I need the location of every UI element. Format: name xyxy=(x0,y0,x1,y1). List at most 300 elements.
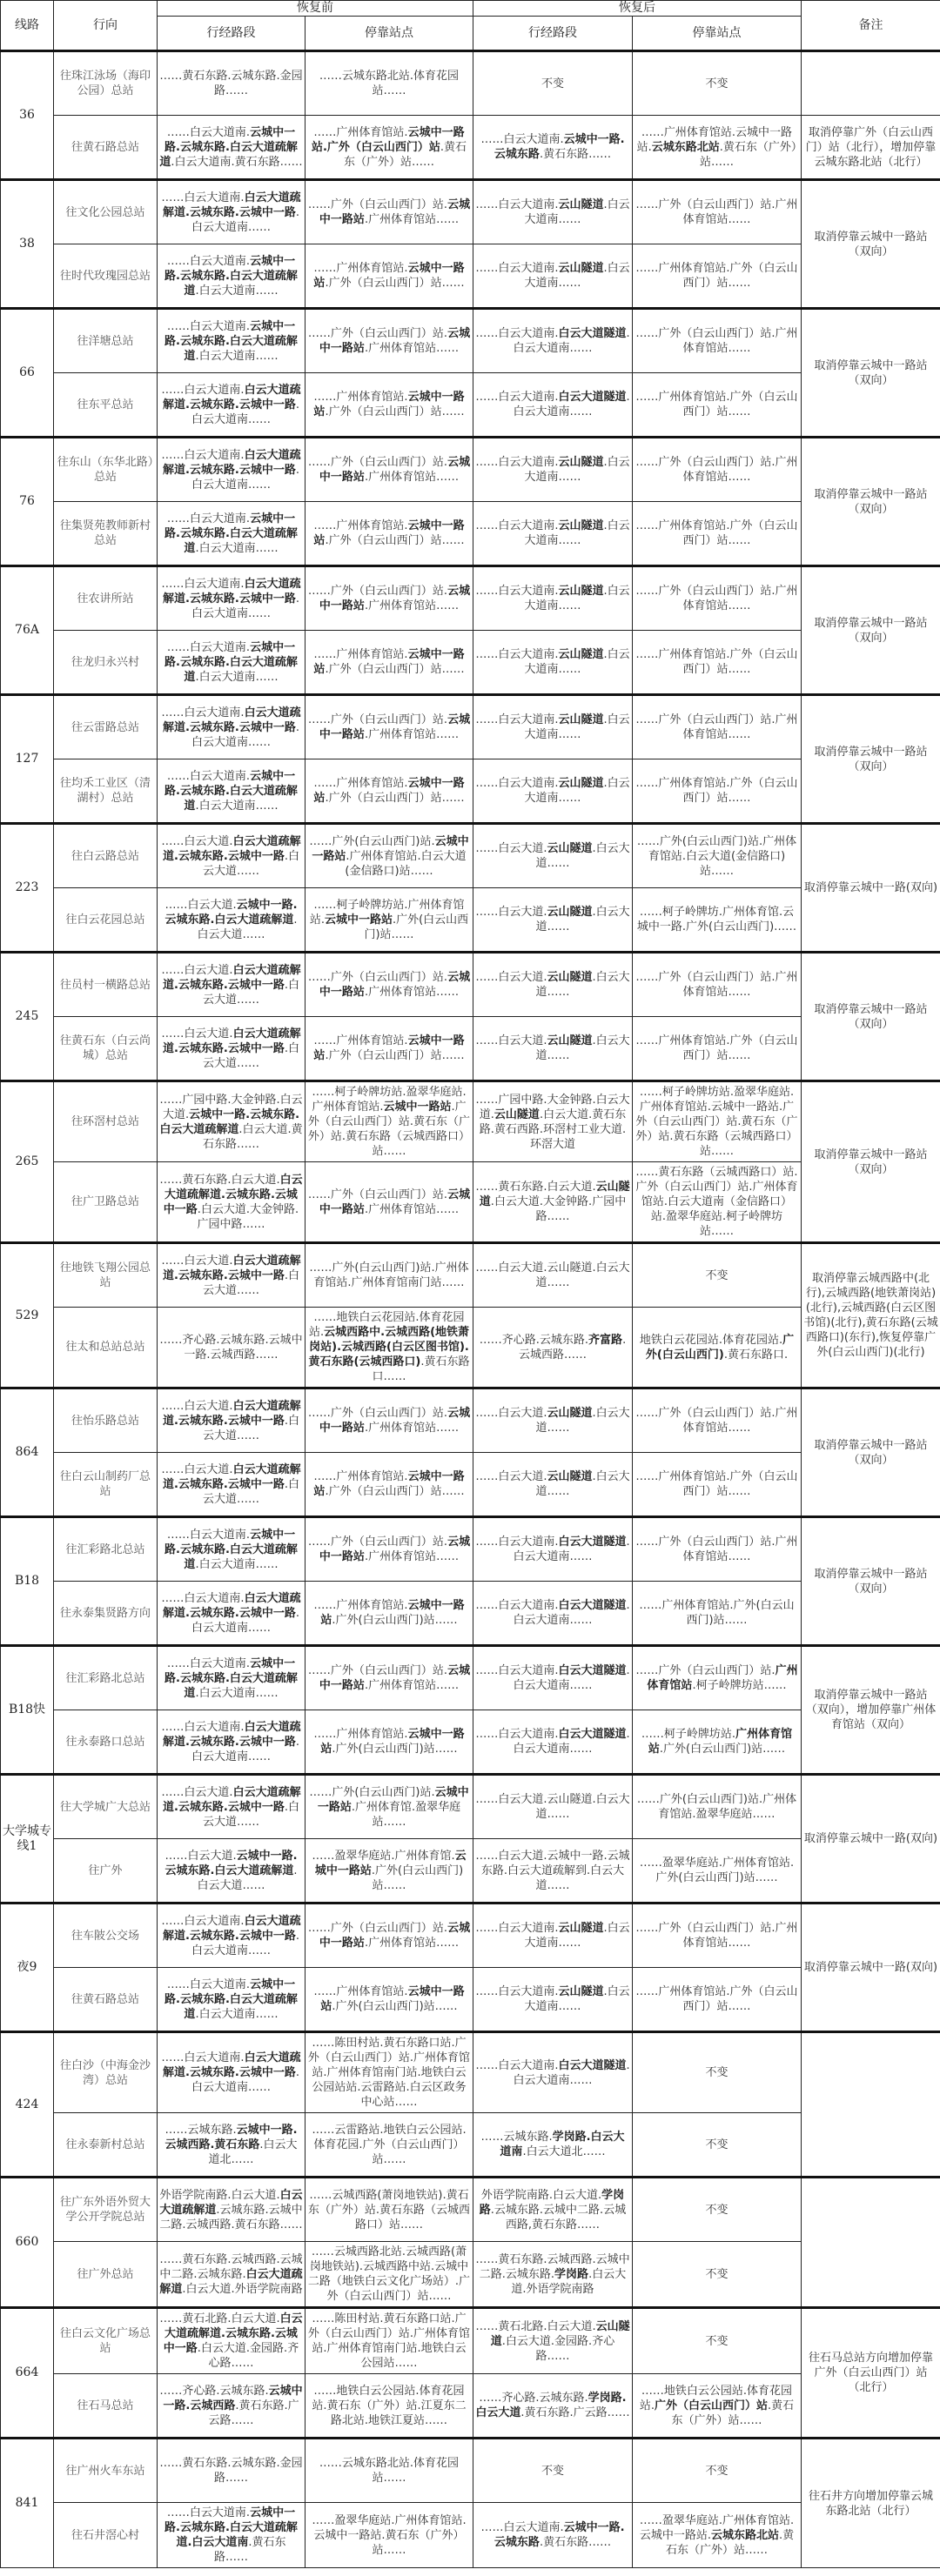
text-segment: ……白云大道南. xyxy=(161,577,245,591)
bold-segment: 云山隧道 xyxy=(558,1985,604,1998)
text-segment: .白云大道南…… xyxy=(195,349,279,363)
text-segment: .白云大道…… xyxy=(202,1041,300,1070)
bold-segment: 白云大道隧道 xyxy=(558,1664,627,1677)
route-number: 76 xyxy=(1,438,54,566)
text-segment: ……白云大道南. xyxy=(161,383,245,397)
before-path-cell xyxy=(158,631,306,695)
bold-segment: 云城中一路站 xyxy=(319,456,471,484)
remark-cell: 往石马总站方向增加停靠广外（白云山西门）站（北行） xyxy=(802,2308,940,2439)
bold-segment: 白云大道疏解道 xyxy=(159,2188,303,2217)
text-segment: ……广外(白云山西门)站. xyxy=(309,1785,435,1799)
text-segment: .广州体育馆站…… xyxy=(364,342,460,355)
bold-segment: 白云大道疏解道 xyxy=(159,2267,303,2296)
table-row xyxy=(1,1517,940,1582)
header-direction: 行向 xyxy=(54,1,158,51)
after-path-cell: 不变 xyxy=(473,2439,633,2503)
text-segment: .白云大道南…… xyxy=(191,1929,300,1957)
text-segment: ……白云大道南. xyxy=(475,2058,559,2072)
text-segment: ……白云大道南. xyxy=(475,456,559,469)
bold-segment: 白云大道疏解道.云城东路.云城中一路 xyxy=(162,1399,301,1428)
bold-segment: 学岗路 xyxy=(554,2267,589,2281)
bold-segment: 白云大道隧道 xyxy=(558,391,627,404)
direction-cell: 往龙归永兴村 xyxy=(54,631,158,695)
text-segment: .白云大道南…… xyxy=(191,2066,300,2094)
after-path-cell xyxy=(473,1308,633,1388)
text-segment: .黄石东路…… xyxy=(213,2536,286,2564)
before-path-cell xyxy=(158,1710,306,1775)
after-stops-cell: 不变 xyxy=(633,2113,802,2178)
before-stops-cell: ……云城东路北站.体育花园站…… xyxy=(306,51,473,116)
bold-segment: 云城中一路站 xyxy=(313,262,465,290)
text-segment: .广州体育馆站…… xyxy=(364,1422,460,1435)
text-segment: .白云大道南…… xyxy=(524,262,630,290)
text-segment: .白云大道南…… xyxy=(191,592,300,620)
header-after: 恢复后 xyxy=(473,1,802,17)
before-stops-cell xyxy=(306,502,473,566)
before-stops-cell xyxy=(306,180,473,244)
text-segment: .广外（白云山西门）站…… xyxy=(325,1049,465,1062)
text-segment: ……白云大道南. xyxy=(161,448,245,462)
bold-segment: 白云大道隧道 xyxy=(558,2058,627,2072)
before-path-cell xyxy=(158,373,306,438)
after-stops-cell: 不变 xyxy=(633,2032,802,2113)
text-segment: .云城东路.云城中二路.云城西路.黄石东路…… xyxy=(159,2203,303,2231)
bold-segment: 云城中一路站 xyxy=(320,1728,465,1756)
after-stops-cell: ……柯子岭牌坊站.盈翠华庭站.广州体育馆站.云城中一路站.广外（白云山西门）站.黄石东（广外）站.黄石东路（云城西路口）站…… xyxy=(633,1081,802,1162)
direction-cell: 往集贤苑教师新村总站 xyxy=(54,502,158,566)
bold-segment: 云城中一路站 xyxy=(313,1470,465,1498)
route-number: 127 xyxy=(1,695,54,824)
table-row xyxy=(1,2032,940,2113)
bold-segment: 白云大道疏解道.云城东路.云城中一路 xyxy=(162,2051,301,2079)
bold-segment: 云城中一路站 xyxy=(313,391,465,418)
after-stops-cell: ……广外（白云山西门）站.广州体育馆站…… xyxy=(633,180,802,244)
bold-segment: 广外（白云山西门）站 xyxy=(654,2399,768,2412)
text-segment: .白云大道南…… xyxy=(191,720,300,749)
text-segment: ……白云大道南. xyxy=(166,1528,251,1542)
text-segment: .白云大道南…… xyxy=(524,1922,630,1950)
header-before-stops: 停靠站点 xyxy=(306,17,473,51)
bold-segment: 云山隧道 xyxy=(558,777,604,790)
after-path-cell xyxy=(473,2308,633,2374)
after-path-cell xyxy=(473,2032,633,2113)
before-path-cell xyxy=(158,438,306,502)
bold-segment: 白云大道疏解道.云城东路.云城中一路 xyxy=(162,577,301,606)
before-stops-cell xyxy=(306,373,473,438)
text-segment: ……白云大道南. xyxy=(475,519,559,532)
after-stops-cell: 不变 xyxy=(633,2242,802,2308)
table-row xyxy=(1,2503,940,2568)
before-path-cell xyxy=(158,1646,306,1710)
table-row xyxy=(1,1710,940,1775)
after-stops-cell xyxy=(633,2374,802,2439)
after-path-cell xyxy=(473,2374,633,2439)
text-segment: ……白云大道南. xyxy=(480,133,564,146)
route-number: B18 xyxy=(1,1517,54,1646)
after-path-cell xyxy=(473,631,633,695)
text-segment: .广外（白云山西门）站…… xyxy=(325,277,465,290)
after-path-cell: ……白云大道.云城中一路.云城东路.白云大道疏解到.白云大道…… xyxy=(473,1839,633,1904)
bold-segment: 白云大道疏解道.云城东路.云城中一路 xyxy=(162,1591,301,1620)
direction-cell: 往环滘村总站 xyxy=(54,1081,158,1162)
bold-segment: 云城中一路站 xyxy=(324,913,393,927)
remark-cell xyxy=(802,2178,940,2308)
before-path-cell xyxy=(158,309,306,373)
after-path-cell xyxy=(473,1517,633,1582)
text-segment: ……广外（白云山西门）站. xyxy=(307,1536,448,1549)
route-number: 76A xyxy=(1,566,54,695)
bold-segment: 云山隧道 xyxy=(490,2319,630,2348)
before-stops-cell xyxy=(306,824,473,888)
header-before: 恢复前 xyxy=(158,1,473,17)
route-number: 529 xyxy=(1,1243,54,1388)
before-stops-cell: ……广外(白云山西门)站.广州体育馆站.广州体育馆南门站…… xyxy=(306,1243,473,1308)
bold-segment: 云山隧道 xyxy=(558,585,604,598)
table-row xyxy=(1,1453,940,1517)
route-number: 245 xyxy=(1,953,54,1081)
text-segment: .白云大道南…… xyxy=(524,519,630,547)
text-segment: ……白云大道南. xyxy=(475,327,559,340)
remark-cell: 取消停靠云城中一路站（双向） xyxy=(802,309,940,438)
after-path-cell xyxy=(473,953,633,1017)
table-body xyxy=(1,51,940,2568)
bold-segment: 云城中一路.云城东路.白云大道疏解道 xyxy=(164,319,298,363)
after-path-cell xyxy=(473,695,633,759)
bold-segment: 云山隧道 xyxy=(558,713,604,726)
before-path-cell: ……齐心路.云城东路.云城中一路.云城西路…… xyxy=(158,1308,306,1388)
text-segment: ……广州体育馆站. xyxy=(313,1728,408,1741)
route-number: 66 xyxy=(1,309,54,438)
after-stops-cell: ……广州体育馆站.广外（白云山西门）站…… xyxy=(633,1968,802,2032)
before-stops-cell xyxy=(306,244,473,309)
text-segment: .白云大道…… xyxy=(535,842,630,870)
text-segment: ……白云大道南. xyxy=(161,706,245,719)
text-segment: .广州体育馆站…… xyxy=(364,471,460,484)
bold-segment: 白云大道疏解道.云城东路.云城中一路 xyxy=(162,1462,301,1491)
text-segment: ……白云大道南. xyxy=(475,713,559,726)
bold-segment: 云城中一路.云城东路.白云大道疏解道 xyxy=(164,512,298,555)
direction-cell: 往白云山制药厂总站 xyxy=(54,1453,158,1517)
direction-cell: 往时代玫瑰园总站 xyxy=(54,244,158,309)
text-segment: .白云大道南…… xyxy=(513,1599,630,1627)
text-segment: .白云大道南…… xyxy=(191,463,300,492)
text-segment: ……白云大道南. xyxy=(475,391,559,404)
text-segment: 地铁白云花园站.体育花园站. xyxy=(639,1333,783,1347)
after-stops-cell xyxy=(633,1710,802,1775)
before-path-cell xyxy=(158,180,306,244)
before-stops-cell xyxy=(306,888,473,953)
table-row xyxy=(1,695,940,759)
after-stops-cell: ……广外（白云山西门）站.广州体育馆站…… xyxy=(633,953,802,1017)
text-segment: ……广州体育馆站.云城中一路站. xyxy=(636,125,793,154)
table-row xyxy=(1,116,940,180)
direction-cell: 往汇彩路北总站 xyxy=(54,1517,158,1582)
text-segment: .黄石东路口…… xyxy=(372,1355,470,1383)
text-segment: .广外(白云山西门)站…… xyxy=(332,1614,458,1627)
after-path-cell xyxy=(473,566,633,631)
after-stops-cell xyxy=(633,2503,802,2568)
text-segment: .白云大道南…… xyxy=(524,777,630,805)
bold-segment: 云城中一路站 xyxy=(319,327,471,355)
text-segment: .广州体育馆站…… xyxy=(364,1550,460,1563)
text-segment: ……云城东路. xyxy=(480,2131,553,2144)
direction-cell: 往黄石路总站 xyxy=(54,1968,158,2032)
before-stops-cell xyxy=(306,438,473,502)
after-path-cell xyxy=(473,309,633,373)
text-segment: .白云大道南…… xyxy=(513,327,630,355)
text-segment: .广州体育馆站…… xyxy=(364,728,460,741)
before-path-cell xyxy=(158,2503,306,2568)
text-segment: .白云大道南…… xyxy=(191,1735,300,1763)
text-segment: ……柯子岭牌坊站.盈翠华庭站.广州体育馆站. xyxy=(312,1086,467,1114)
text-segment: ……黄石北路.白云大道. xyxy=(159,2312,280,2325)
bold-segment: 云山隧道 xyxy=(547,906,593,919)
text-segment: .白云大道南…… xyxy=(195,670,279,684)
text-segment: .白云大道北…… xyxy=(208,2138,298,2166)
before-path-cell xyxy=(158,953,306,1017)
text-segment: .云城西路…… xyxy=(518,1333,627,1362)
text-segment: ……柯子岭牌坊站.广州体育馆站. xyxy=(309,898,465,927)
text-segment: ……白云大道南. xyxy=(166,1977,251,1991)
direction-cell: 往广外总站 xyxy=(54,2242,158,2308)
after-path-cell: 不变 xyxy=(473,51,633,116)
text-segment: .白云大道南…… xyxy=(513,1664,630,1692)
table-row xyxy=(1,438,940,502)
text-segment: ……广外（白云山西门）站. xyxy=(307,456,448,469)
direction-cell: 往东平总站 xyxy=(54,373,158,438)
bold-segment: 云城中一路.云城东路.白云大道疏解道 xyxy=(164,1656,298,1700)
text-segment: ……广外（白云山西门）站. xyxy=(307,713,448,726)
after-path-cell xyxy=(473,116,633,180)
text-segment: ……广州体育馆站. xyxy=(313,1034,408,1047)
after-stops-cell: ……广州体育馆站.广外（白云山西门）站…… xyxy=(633,1017,802,1081)
before-stops-cell: ……云城西路北站.云城西路(萧岗地铁站).云城西路中站.云城中二路（地铁白云文化广场站）.广外（白云山西门）站…… xyxy=(306,2242,473,2308)
after-path-cell xyxy=(473,373,633,438)
after-stops-cell: ……广州体育馆站.广外(白云山西门)站…… xyxy=(633,1582,802,1646)
text-segment: .黄石东路.广云路…… xyxy=(208,2399,299,2427)
text-segment: ……白云大道. xyxy=(161,1027,233,1040)
after-stops-cell: ……柯子岭牌坊.广州体育馆.云城中一路.广外(白云山西门)…… xyxy=(633,888,802,953)
before-path-cell xyxy=(158,1839,306,1904)
direction-cell: 往石马总站 xyxy=(54,2374,158,2439)
table-row xyxy=(1,309,940,373)
text-segment: ……广园中路.大金钟路.白云大道. xyxy=(475,1093,630,1121)
before-stops-cell xyxy=(306,1710,473,1775)
after-stops-cell: ……广州体育馆站.广外（白云山西门）站…… xyxy=(633,631,802,695)
text-segment: .广外（白云山西门）站…… xyxy=(325,1485,465,1498)
text-segment: .黄石东路口. xyxy=(723,1348,789,1362)
text-segment: .白云大道.外语学院南路 xyxy=(511,2267,627,2296)
after-path-cell xyxy=(473,244,633,309)
table-row xyxy=(1,1646,940,1710)
before-stops-cell xyxy=(306,566,473,631)
direction-cell: 往永泰新村总站 xyxy=(54,2113,158,2178)
bold-segment: 云城中一路站 xyxy=(320,1599,465,1627)
direction-cell: 往员村一横路总站 xyxy=(54,953,158,1017)
route-number: 660 xyxy=(1,2178,54,2308)
bold-segment: 云山隧道 xyxy=(547,1470,593,1483)
text-segment: ……广州体育馆站. xyxy=(313,125,408,139)
text-segment: ……白云大道南. xyxy=(475,1664,559,1677)
text-segment: ……云城东路. xyxy=(164,2123,237,2137)
table-row xyxy=(1,244,940,309)
bold-segment: 云城中一路站 xyxy=(319,1188,471,1216)
direction-cell: 往广东外语外贸大学公开学院总站 xyxy=(54,2178,158,2242)
text-segment: ……盈翠华庭站.广州体育馆. xyxy=(312,1849,455,1863)
text-segment: .白云大道…… xyxy=(202,1800,300,1829)
text-segment: .白云大道…… xyxy=(535,906,630,933)
text-segment: .黄石东（广外）站…… xyxy=(671,2399,795,2427)
bold-segment: 云城中一路.云城西路.黄石东路 xyxy=(164,2123,298,2151)
bold-segment: 云山隧道 xyxy=(558,262,604,275)
text-segment: .广州体育馆站…… xyxy=(364,599,460,612)
after-stops-cell: 不变 xyxy=(633,51,802,116)
text-segment: .云城东路.云城中二路.云城西路,黄石东路…… xyxy=(490,2203,627,2231)
after-stops-cell: ……广外(白云山西门)站.广州体育馆站.白云大道(金信路口)站…… xyxy=(633,824,802,888)
text-segment: ……广州体育馆站. xyxy=(313,777,408,790)
text-segment: .白云大道南…… xyxy=(195,799,279,813)
bold-segment: 白云大道疏解道.云城东路.云城中一路 xyxy=(163,2312,303,2355)
text-segment: ……齐心路.云城东路. xyxy=(159,2384,269,2398)
bold-segment: 白云大道隧道 xyxy=(558,327,627,340)
bold-segment: 云城中一路.云城东路.白云大道疏解道 xyxy=(164,1528,298,1571)
before-stops-cell xyxy=(306,1775,473,1839)
table-row xyxy=(1,2242,940,2308)
text-segment: ……白云大道. xyxy=(164,898,237,912)
direction-cell: 往白云花园总站 xyxy=(54,888,158,953)
before-path-cell xyxy=(158,1162,306,1243)
text-segment: .白云大道南…… xyxy=(513,1728,630,1756)
direction-cell: 往广卫路总站 xyxy=(54,1162,158,1243)
text-segment: ……齐心路.云城东路. xyxy=(479,1333,589,1347)
text-segment: ……白云大道. xyxy=(161,1462,233,1476)
before-stops-cell xyxy=(306,1017,473,1081)
text-segment: ……广州体育馆站. xyxy=(313,648,408,661)
bold-segment: 云城中一路站 xyxy=(319,713,471,741)
text-segment: ……白云大道. xyxy=(161,963,233,977)
bold-segment: 白云大道疏解道.云城东路.云城中一路 xyxy=(162,191,301,219)
bold-segment: 云山隧道 xyxy=(558,519,604,532)
text-segment: .白云大道南…… xyxy=(191,398,300,426)
bold-segment: 云城中一路.云城东路 xyxy=(494,133,625,161)
text-segment: .黄石东路…… xyxy=(539,2536,612,2549)
text-segment: ……地铁白云公园站.体育花园站. xyxy=(639,2384,793,2412)
text-segment: ……白云大道南. xyxy=(475,1985,559,1998)
text-segment: .白云大道.黄石东路…… xyxy=(202,1122,303,1151)
direction-cell: 往珠江泳场（海印公园）总站 xyxy=(54,51,158,116)
direction-cell: 往地铁飞翔公园总站 xyxy=(54,1243,158,1308)
text-segment: .白云大道南…… xyxy=(513,2058,630,2087)
text-segment: .黄石东路…… xyxy=(539,148,612,161)
before-stops-cell: ……陈田村站.黄石东路口站.广外（白云山西门）站.广州体育馆站.广州体育馆南门站.地铁白云公园站站.云雷路站.白云区政务中心站…… xyxy=(306,2032,473,2113)
text-segment: ……白云大道. xyxy=(161,1785,233,1799)
before-path-cell xyxy=(158,2374,306,2439)
route-number: 223 xyxy=(1,824,54,953)
remark-cell: 取消停靠云城中一路站（双向） xyxy=(802,1517,940,1646)
table-row xyxy=(1,180,940,244)
table-row xyxy=(1,1243,940,1308)
text-segment: ……广州体育馆站. xyxy=(313,1470,408,1483)
after-stops-cell: ……广州体育馆站.广外（白云山西门）站…… xyxy=(633,244,802,309)
bold-segment: 云城中一路.云城东路.白云大道疏解道 xyxy=(164,769,298,813)
text-segment: ……广外（白云山西门）站. xyxy=(307,1407,448,1420)
text-segment: ……白云大道南. xyxy=(166,254,251,268)
text-segment: .广外(白云山西门)站…… xyxy=(371,1863,464,1892)
text-segment: ……广外（白云山西门）站. xyxy=(307,971,448,984)
bold-segment: 云城东路北站 xyxy=(651,140,720,154)
before-stops-cell: ……云城西路(萧岗地铁站).黄石东（广外）站.黄石东路（云城西路口）站…… xyxy=(306,2178,473,2242)
text-segment: .广州体育馆站…… xyxy=(364,986,460,999)
text-segment: .白云大道…… xyxy=(535,971,630,999)
text-segment: .白云大道南…… xyxy=(524,198,630,226)
bold-segment: 云城中一路.云城东路.白云大道疏解道 xyxy=(159,125,298,169)
before-stops-cell: ……云城东路北站.体育花园站…… xyxy=(306,2439,473,2503)
text-segment: .白云大道南…… xyxy=(524,585,630,612)
bold-segment: 学岗路.白云大道 xyxy=(475,2392,627,2419)
after-stops-cell: 不变 xyxy=(633,2439,802,2503)
text-segment: .白云大道…… xyxy=(197,1863,298,1892)
table-row xyxy=(1,1775,940,1839)
text-segment: ……齐心路.云城东路. xyxy=(479,2392,588,2405)
table-row xyxy=(1,2178,940,2242)
before-stops-cell xyxy=(306,1388,473,1453)
bold-segment: 白云大道疏解道.云城东路.云城中一路 xyxy=(162,383,301,411)
direction-cell: 往永泰集贤路方向 xyxy=(54,1582,158,1646)
remark-cell: 取消停靠云城中一路站（双向） xyxy=(802,180,940,309)
direction-cell: 往黄石东（白云尚城）总站 xyxy=(54,1017,158,1081)
text-segment: .广外（白云山西门）站…… xyxy=(325,663,465,676)
after-path-cell xyxy=(473,759,633,824)
text-segment: ……广州体育馆站. xyxy=(313,519,408,532)
before-path-cell xyxy=(158,695,306,759)
text-segment: .白云大道南…… xyxy=(195,2007,279,2021)
table-row xyxy=(1,1582,940,1646)
after-stops-cell: ……盈翠华庭站.广州体育馆站.广外(白云山西门)站…… xyxy=(633,1839,802,1904)
after-path-cell xyxy=(473,180,633,244)
before-path-cell xyxy=(158,2308,306,2374)
before-path-cell: ……黄石东路.云城东路.金园路…… xyxy=(158,2439,306,2503)
before-stops-cell xyxy=(306,1453,473,1517)
route-number: 841 xyxy=(1,2439,54,2568)
after-stops-cell: ……广州体育馆站.广外（白云山西门）站…… xyxy=(633,1453,802,1517)
text-segment: .白云大道…… xyxy=(535,1407,630,1435)
table-row xyxy=(1,1968,940,2032)
before-stops-cell xyxy=(306,116,473,180)
bold-segment: 白云大道隧道 xyxy=(558,1599,627,1612)
route-number: 424 xyxy=(1,2032,54,2178)
text-segment: .广外(白云山西门)站…… xyxy=(659,1743,786,1756)
table-row xyxy=(1,502,940,566)
bold-segment: 云城中一路站 xyxy=(313,648,465,676)
remark-cell: 取消停靠云城中一路站（双向），增加停靠广州体育馆站（双向） xyxy=(802,1646,940,1775)
before-stops-cell xyxy=(306,1517,473,1582)
after-path-cell xyxy=(473,1388,633,1453)
text-segment: .白云大道…… xyxy=(535,1034,630,1062)
bold-segment: 云城中一路站 xyxy=(319,971,471,999)
text-segment: ……黄石东路.白云大道. xyxy=(159,1173,280,1187)
bold-segment: 云城中一路.云城东路.白云大道疏解道 xyxy=(164,254,298,298)
after-path-cell xyxy=(473,2242,633,2308)
remark-cell: 取消停靠云城中一路站（双向） xyxy=(802,438,940,566)
remark-cell xyxy=(802,2032,940,2178)
before-stops-cell: ……地铁白云公园站.体育花园站.黄石东（广外）站.江夏东二路北站.地铁江夏站…… xyxy=(306,2374,473,2439)
after-path-cell xyxy=(473,1646,633,1710)
text-segment: ……白云大道南. xyxy=(475,1536,559,1549)
before-path-cell xyxy=(158,244,306,309)
bold-segment: 云山隧道 xyxy=(558,648,604,661)
route-number: 265 xyxy=(1,1081,54,1243)
table-row xyxy=(1,1839,940,1904)
